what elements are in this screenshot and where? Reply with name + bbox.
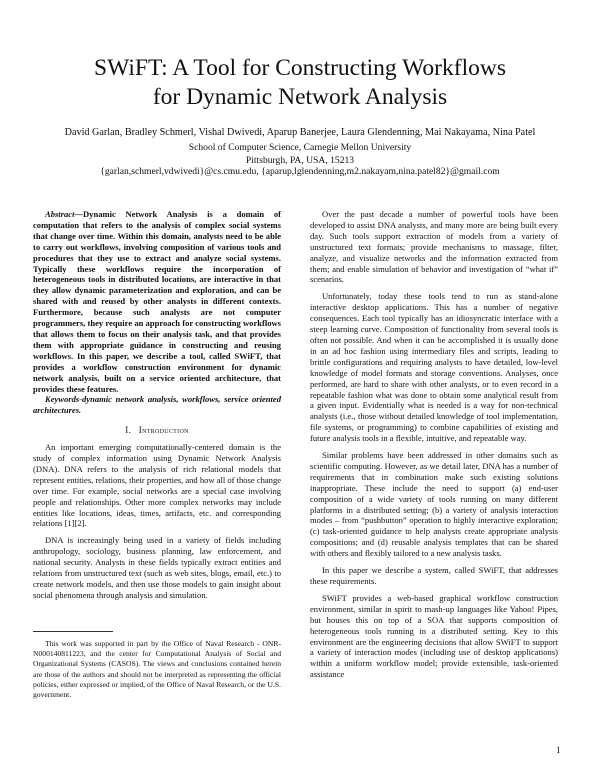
section-number: I. [125, 425, 132, 436]
intro-paragraph-1: An important emerging computationally-centered domain is the study of complex information using Dynamic Network Analysis (DNA). DNA refers to the analysis of rich relational models that represent entities, relations, their properties, and how all of those change over time. For example, social networks are a special case involving people and relationships. Other more complex networks may include entities like locations, ideas, times, artifacts, etc. and corresponding relations [1][2]. [33, 442, 282, 529]
right-paragraph-3: Similar problems have been addressed in other domains such as scientific computing. However, as we detail later, DNA has a number of requirements that in combination make such existing solutions inappropriate. These include the need to support (a) end-user composition of a wide variety of tools running on many different platforms in a distributed setting; (b) a variety of analysis interaction modes – from “pushbutton” operation to highly interactive exploration; (c) task-oriented guidance to help analysts create appropriate analysis compositions; and (d) reusable analysis templates that can be shared with others and flexibly tailored to a new analysis tasks. [310, 450, 558, 559]
abstract-label: Abstract— [45, 209, 83, 219]
abstract [33, 209, 281, 394]
footnote-divider [33, 631, 113, 632]
right-paragraph-4: In this paper we describe a system, called SWiFT, that addresses these requirements. [310, 565, 558, 586]
footnote [33, 639, 281, 700]
page-number: 1 [556, 745, 561, 755]
right-paragraph-5: SWiFT provides a web-based graphical workflow construction environment, similar in spirit to mash-up languages like Yahoo! Pipes, but houses this on top of a SOA that supports composition of heterogeneous tools running in a distributed setting. Key to this environment are the engineering decisions that allow SWiFT to support a variety of interaction modes (including use of desktop applications) within a uniform workflow model; provide extensible, task-oriented assistance [310, 592, 558, 680]
affiliation [0, 142, 600, 167]
intro-paragraph-2: DNA is increasingly being used in a variety of fields including anthropology, sociology, business planning, law enforcement, and national security. Analysts in these fields typically extract entities and relations from unstructured text (such as web sites, blogs, email, etc.) to create network models, and then use those models to gain insight about social phenomena through analysis and simulation. [33, 535, 281, 600]
right-paragraph-2: Unfortunately, today these tools tend to run as stand-alone interactive desktop applications. This has a number of negative consequences. Each tool typically has an idiosyncratic interface with a steep learning curve. Composition of functionality from several tools is often not possible. And when it can be accomplished it is usually done in an ad hoc fashion using intermediary files and scripts, leading to brittle configurations and requiring analysts to have detailed, low-level knowledge of model formats and storage conventions. Analyses, once performed, are hard to share with other analysts, or to even record in a repeatable fashion what was done to obtain some analytical result from a given input. Evidentially what is needed is a way for non-technical analysts (i.e., those without detailed knowledge of tool implementation, file systems, or programming) to combine capabilities of existing and future analysis tools in a flexible, intuitive, and repeatable way. [310, 291, 558, 444]
keywords: Keywords-dynamic network analysis, workflows, service oriented architectures. [33, 394, 281, 416]
footnote-text: This work was supported in part by the Office of Naval Research - ONR-N000140811223, and the center for Computational Analysis of Social and Organizational Systems (CASOS). The views and conclusions contained herein are those of the authors and should not be interpreted as representing the official policies, either expressed or implied, of the Office of Naval Research, or the U.S. government. [33, 639, 281, 700]
left-column [33, 209, 281, 601]
affiliation-line-2: Pittsburgh, PA, USA, 15213 [245, 154, 355, 166]
title-line-1: SWiFT: A Tool for Constructing Workflows [94, 55, 506, 81]
section-heading-introduction [33, 425, 281, 436]
author-list: David Garlan, Bradley Schmerl, Vishal Dwivedi, Aparup Banerjee, Laura Glendenning, Mai Nakayama, Nina Patel [64, 127, 536, 138]
right-column [310, 209, 558, 680]
abstract-text: Dynamic Network Analysis is a domain of computation that refers to the analysis of complex social systems that change over time. Within this domain, analysts need to be able to carry out workflows, involving composition of various tools and procedures that they use to extract and analyze social systems. Typically these workflows require the incorporation of heterogeneous tools in distributed locations, are interactive in that they allow dynamic parameterization and exploration, and can be shared with and reused by other analysts in different contexts. Furthermore, because such analysts are not computer programmers, they require an approach for constructing workflows that allows them to focus on their analysis task, and that provides them with appropriate guidance in constructing and reusing workflows. In this paper, we describe a tool, called SWiFT, that provides a workflow construction environment for dynamic network analysis, built on a service oriented architecture, that provides these features. [33, 209, 281, 394]
affiliation-line-1: School of Computer Science, Carnegie Mellon University [188, 142, 412, 153]
paper-title [0, 54, 600, 112]
right-paragraph-1: Over the past decade a number of powerful tools have been developed to assist DNA analysts, and many more are being built every day. Such tools support extraction of models from a variety of unstructured text formats; provide mechanisms to massage, filter, analyze, and visualize networks and the information extracted from them; and enable simulation of behavior and investigation of “what if” scenarios. [310, 209, 558, 285]
section-title: Introduction [138, 425, 189, 436]
title-line-2: for Dynamic Network Analysis [152, 84, 448, 110]
author-emails: {garlan,schmerl,vdwivedi}@cs.cmu.edu, {aparup,lglendenning,m2.nakayam,nina.patel82}@gmail.com [100, 166, 500, 177]
